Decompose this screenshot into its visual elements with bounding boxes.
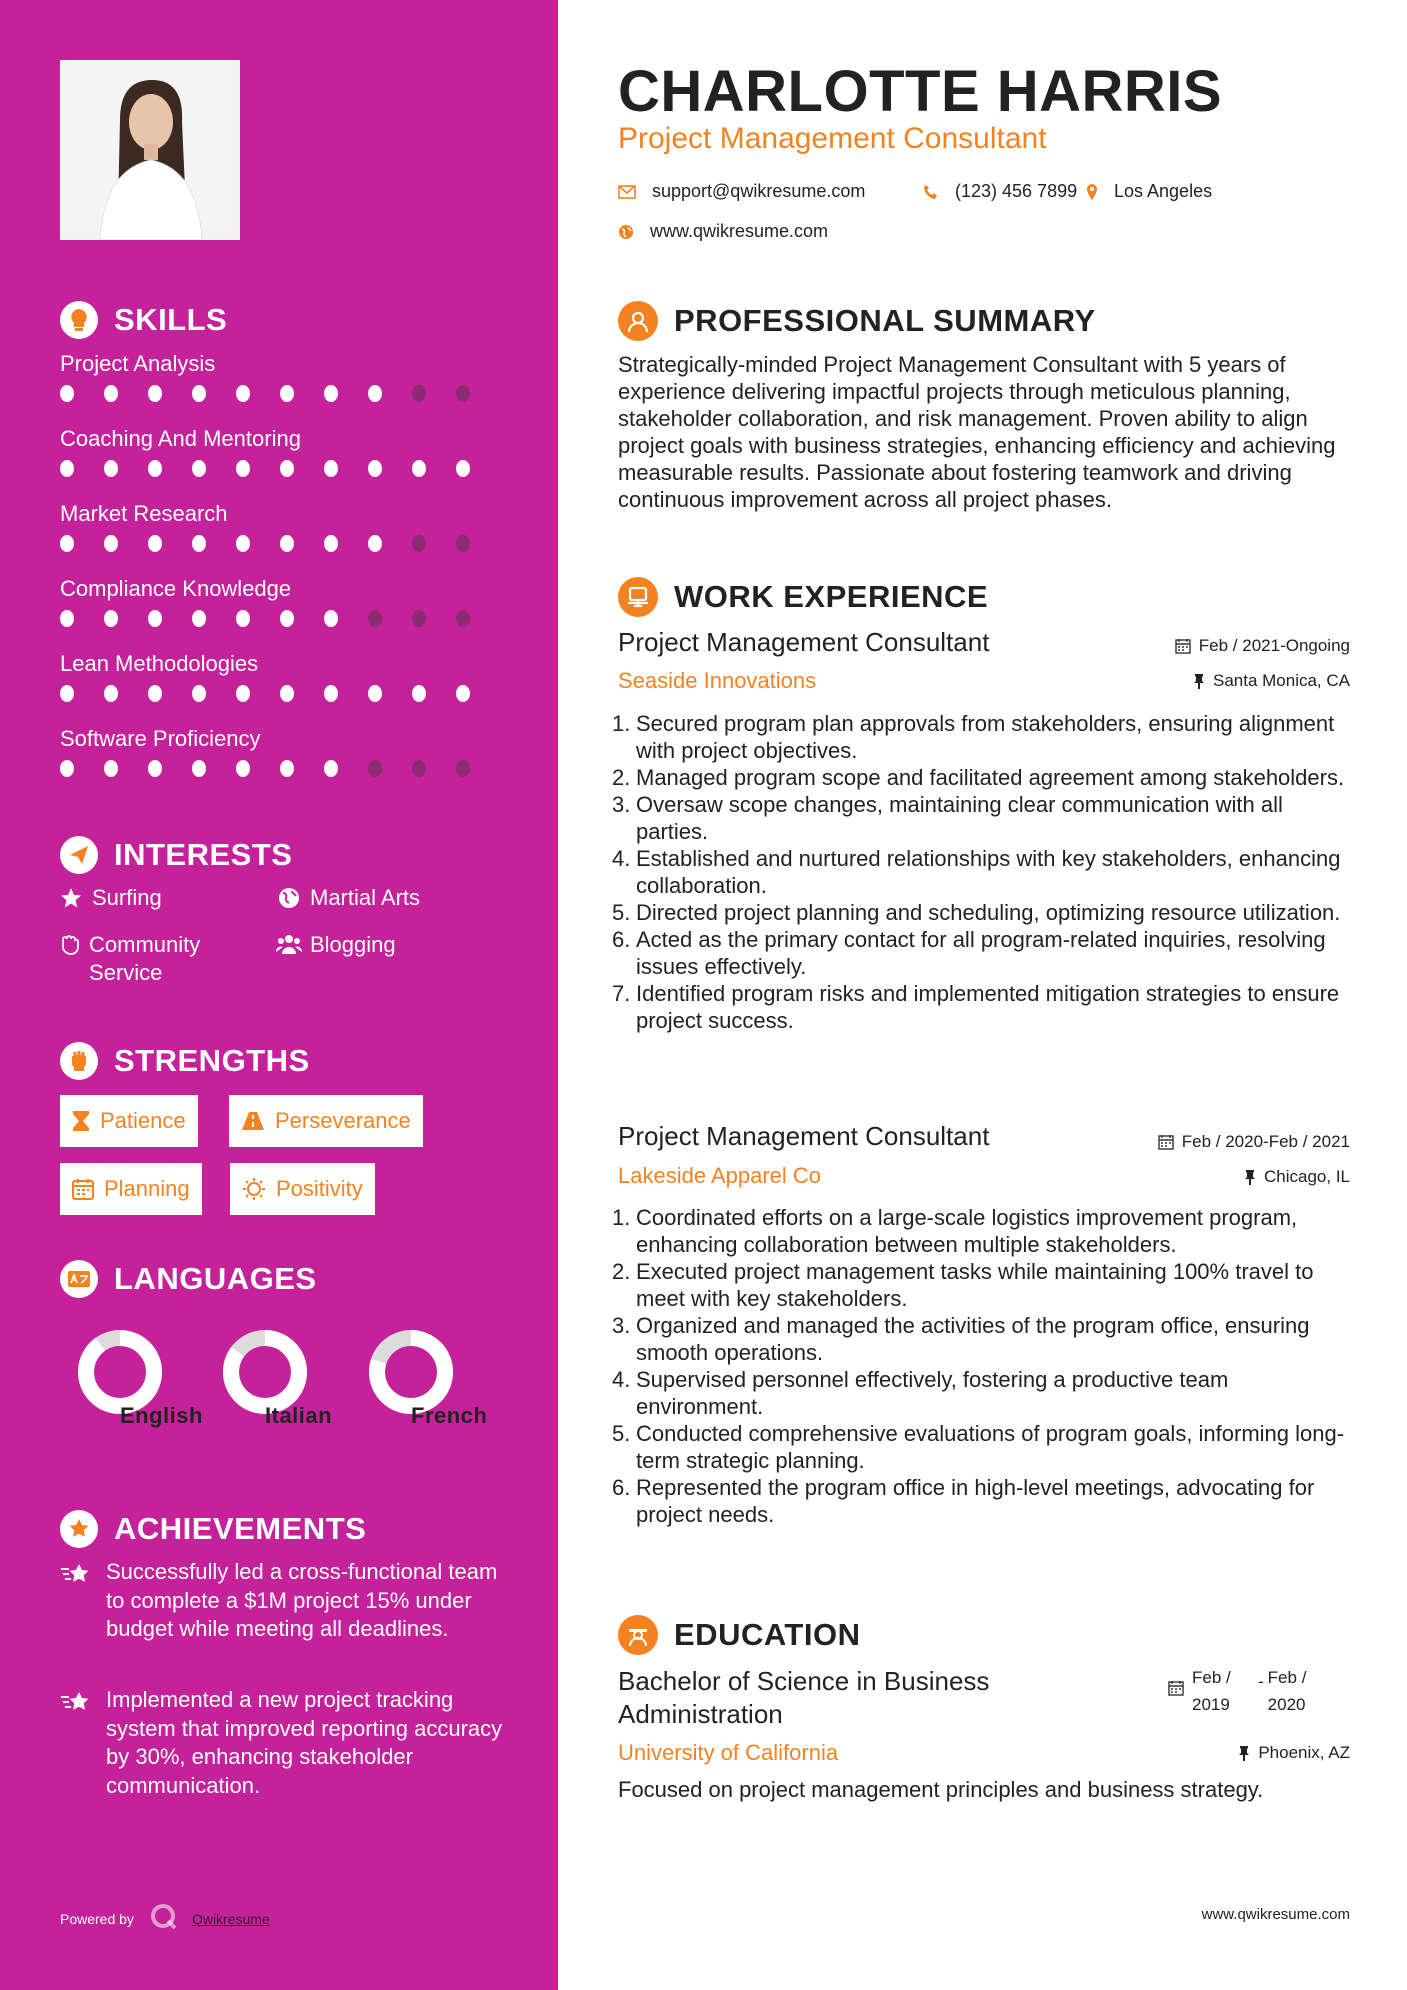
strength-badge [60,1163,202,1215]
hourglass-icon [72,1110,90,1132]
summary-text: Strategically-minded Project Management Consultant with 5 years of experience delivering impactful projects through meticulous planning, stakeholder collaboration, and risk management. Proven ability to align project goals with business strategies, enhancing efficiency and achieving measurable results. Passionate about fostering teamwork and driving continuous improvement across all project phases. [618,352,1336,512]
skill-dot-filled [236,535,250,552]
interest-label: Surfing [92,885,162,910]
trophy-star-icon [60,1510,98,1548]
interest-label: Community Service [89,932,201,985]
skill-dot-filled [456,460,470,477]
education-date-end: Feb / 2020 [1267,1668,1307,1714]
skill-name: Software Proficiency [60,726,261,751]
job-location [1193,671,1350,691]
skill-dot-filled [148,760,162,777]
skill-item [60,426,500,477]
language-item [205,1327,333,1428]
job-company: Seaside Innovations [618,668,817,693]
pushpin-icon [1238,1745,1250,1761]
interest-label: Martial Arts [310,885,421,910]
skill-dot-empty [456,610,470,627]
job-bullet [612,1474,1357,1528]
skill-dot-filled [148,460,162,477]
skill-name: Coaching And Mentoring [60,426,301,451]
sun-icon [242,1177,266,1201]
language-name: Italian [265,1403,333,1428]
skill-dot-empty [412,535,426,552]
job-bullet [612,710,1357,764]
skill-dot-filled [236,385,250,402]
interest-item [276,884,420,912]
skill-dot-filled [192,760,206,777]
skill-dot-filled [60,685,74,702]
language-icon [60,1260,98,1298]
strength-label: Perseverance [275,1108,411,1133]
skill-item [60,501,500,552]
skill-dot-filled [104,385,118,402]
achievement-text: Successfully led a cross-functional team to complete a $1M project 15% under budget while meeting all deadlines. [106,1559,498,1641]
skill-dot-filled [324,760,338,777]
job-bullet [612,1204,1357,1258]
users-icon [276,931,302,956]
skill-dot-filled [104,610,118,627]
job-dates [1175,636,1350,656]
skill-dot-filled [192,460,206,477]
skill-dot-filled [324,610,338,627]
skill-dot-filled [148,535,162,552]
education-description: Focused on project management principles and business strategy. [618,1777,1264,1802]
interest-item [58,931,258,987]
skill-dot-filled [412,685,426,702]
phone-icon [923,184,939,200]
education-heading [618,1615,860,1655]
skill-dot-filled [324,535,338,552]
bullet-number: 5. [612,1421,631,1446]
skill-dot-empty [412,385,426,402]
education-date-separator: - [1258,1672,1264,1691]
candidate-name: CHARLOTTE HARRIS [618,59,1223,124]
profile-photo [60,60,240,240]
skill-dot-filled [280,535,294,552]
skill-name: Market Research [60,501,228,526]
language-item [351,1327,488,1428]
skill-rating [60,685,500,702]
skill-rating [60,760,500,777]
briefcase-icon [618,577,658,617]
skill-dot-filled [236,685,250,702]
achievements-heading [60,1510,366,1548]
skill-dot-filled [104,460,118,477]
bullet-text: Oversaw scope changes, maintaining clear communication with all parties. [636,792,1283,844]
skill-dot-filled [104,760,118,777]
main-content [558,0,1407,1990]
skill-dot-filled [368,460,382,477]
contact-phone[interactable] [923,181,1077,202]
job-bullet [612,1258,1357,1312]
bullet-text: Supervised personnel effectively, fostering a productive team environment. [636,1367,1229,1419]
contact-website[interactable] [618,221,828,242]
skill-name: Lean Methodologies [60,651,259,676]
job-location-text: Chicago, IL [1264,1167,1350,1186]
achievement-text: Implemented a new project tracking system that improved reporting accuracy by 30%, enhancing stakeholder communication. [106,1687,503,1798]
education-location-text: Phoenix, AZ [1258,1743,1350,1762]
skill-dot-filled [60,610,74,627]
skill-name: Project Analysis [60,351,216,376]
achievement-item [60,1558,510,1644]
skill-dot-filled [192,685,206,702]
graduate-icon [618,1615,658,1655]
skill-dot-filled [236,460,250,477]
skill-dot-filled [236,610,250,627]
phone-text: (123) 456 7899 [955,181,1078,201]
education-location [1238,1743,1350,1763]
skill-dot-filled [368,535,382,552]
skill-name: Compliance Knowledge [60,576,292,601]
bullet-number: 3. [612,1313,631,1338]
skill-dot-filled [60,460,74,477]
job-bullet [612,1366,1357,1420]
job-bullets [612,1204,1357,1528]
job-location-text: Santa Monica, CA [1212,671,1350,690]
contact-email[interactable] [618,181,865,202]
skill-dot-filled [280,460,294,477]
skill-item [60,726,500,777]
job-bullet [612,899,1357,926]
bullet-number: 4. [612,1367,631,1392]
bullet-text: Established and nurtured relationships with key stakeholders, enhancing collaboration. [636,846,1341,898]
powered-by-label: Powered by [60,1910,134,1927]
job-location [1244,1167,1350,1187]
job-bullet [612,1420,1357,1474]
skill-dot-filled [324,460,338,477]
skill-dot-empty [368,760,382,777]
bullet-number: 2. [612,1259,631,1284]
language-item [60,1327,203,1428]
education-date-start: Feb / 2019 [1192,1668,1231,1714]
qwikresume-link[interactable]: Qwikresume [191,1910,270,1927]
language-donut-fill [86,1338,154,1406]
bullet-text: Coordinated efforts on a large-scale logistics improvement program, enhancing collaboration between multiple stakeholders. [636,1205,1298,1257]
footer-url[interactable]: www.qwikresume.com [1201,1906,1350,1923]
job-bullet [612,926,1357,980]
email-text: support@qwikresume.com [652,181,866,201]
shooting-star-icon [60,1558,92,1644]
interest-label: Blogging [310,932,396,957]
education-degree: Bachelor of Science in Business Administration [618,1666,990,1729]
achievements-title: ACHIEVEMENTS [114,1511,367,1546]
candidate-role: Project Management Consultant [618,122,1047,155]
languages-title: LANGUAGES [114,1261,317,1296]
bullet-text: Managed program scope and facilitated agreement among stakeholders. [636,765,1345,790]
skill-rating [60,610,500,627]
skill-item [60,576,500,627]
bullet-number: 1. [612,711,631,736]
interest-item [58,884,162,912]
bullet-number: 1. [612,1205,631,1230]
skill-dot-filled [192,535,206,552]
envelope-icon [618,185,636,199]
job-bullet [612,845,1357,899]
bullet-text: Directed project planning and scheduling, optimizing resource utilization. [636,900,1341,925]
bullet-number: 7. [612,981,631,1006]
globe-icon [276,884,302,909]
skill-dot-filled [104,685,118,702]
skill-dot-filled [324,385,338,402]
language-name: French [411,1403,488,1428]
globe-icon [618,224,634,240]
bullet-number: 5. [612,900,631,925]
calendar-icon [1175,638,1191,654]
job-title: Project Management Consultant [618,1121,990,1151]
skills-title: SKILLS [114,302,228,337]
skill-dot-filled [192,610,206,627]
summary-heading [618,301,1096,341]
map-pin-icon [1086,183,1098,201]
skill-rating [60,385,500,402]
job-bullets [612,710,1357,1034]
job-title: Project Management Consultant [618,627,990,657]
skill-dot-filled [280,760,294,777]
job-dates [1158,1132,1350,1152]
road-icon [241,1111,265,1131]
bullet-text: Represented the program office in high-level meetings, advocating for project needs. [636,1475,1315,1527]
bullet-text: Conducted comprehensive evaluations of program goals, informing long-term strategic planning. [636,1421,1345,1473]
website-text: www.qwikresume.com [650,221,829,241]
bullet-number: 2. [612,765,631,790]
contact-location [1086,181,1212,202]
language-name: English [120,1403,203,1428]
qwikresume-logo-icon [150,1903,178,1934]
skills-heading [60,301,227,339]
skill-dot-filled [104,535,118,552]
job-bullet [612,1312,1357,1366]
hand-icon [58,931,81,956]
job-bullet [612,764,1357,791]
bullet-number: 6. [612,1475,631,1500]
skill-dot-filled [280,385,294,402]
skill-dot-filled [60,535,74,552]
strength-label: Positivity [276,1176,363,1201]
skill-dot-filled [280,685,294,702]
calendar-icon [72,1178,94,1200]
calendar-icon [1158,1134,1174,1150]
skill-dot-empty [412,610,426,627]
skill-dot-filled [192,385,206,402]
star-icon [58,884,84,909]
bullet-text: Executed project management tasks while maintaining 100% travel to meet with key stakeholders. [636,1259,1314,1311]
skill-dot-filled [368,685,382,702]
skill-dot-filled [280,610,294,627]
job-bullet [612,980,1357,1034]
skill-dot-filled [148,610,162,627]
education-title: EDUCATION [674,1617,861,1652]
job-company: Lakeside Apparel Co [618,1163,822,1188]
job-bullet [612,791,1357,845]
skill-dot-filled [60,385,74,402]
bullet-number: 4. [612,846,631,871]
strength-label: Planning [104,1176,190,1201]
education-dates [1168,1664,1322,1718]
skill-dot-filled [60,760,74,777]
bullet-number: 3. [612,792,631,817]
location-text: Los Angeles [1114,181,1213,201]
interests-title: INTERESTS [114,837,293,872]
skill-dot-empty [456,760,470,777]
skill-dot-filled [324,685,338,702]
fist-icon [60,1042,98,1080]
experience-title: WORK EXPERIENCE [674,579,989,614]
skill-dot-filled [456,685,470,702]
powered-by [60,1903,270,1934]
skill-rating [60,535,500,552]
achievement-item [60,1686,510,1800]
pushpin-icon [1244,1169,1256,1185]
skill-dot-empty [456,385,470,402]
strength-label: Patience [100,1108,186,1133]
calendar-icon [1168,1664,1184,1718]
strengths-title: STRENGTHS [114,1043,310,1078]
lightbulb-icon [60,301,98,339]
skill-rating [60,460,500,477]
summary-title: PROFESSIONAL SUMMARY [674,303,1096,338]
skill-dot-empty [368,610,382,627]
skill-dot-filled [412,460,426,477]
strength-badge [60,1095,198,1147]
shooting-star-icon [60,1686,92,1800]
education-school: University of California [618,1740,839,1765]
skill-item [60,651,500,702]
experience-heading [618,577,988,617]
job-dates-text: Feb / 2020-Feb / 2021 [1181,1132,1350,1151]
skill-dot-filled [236,760,250,777]
bullet-number: 6. [612,927,631,952]
bullet-text: Organized and managed the activities of the program office, ensuring smooth operations. [636,1313,1310,1365]
strength-badge [229,1095,423,1147]
skill-item [60,351,500,402]
bullet-text: Secured program plan approvals from stakeholders, ensuring alignment with project objectives. [636,711,1335,763]
interest-item [276,931,396,959]
bullet-text: Acted as the primary contact for all program-related inquiries, resolving issues effectively. [636,927,1326,979]
user-icon [618,301,658,341]
skill-dot-empty [412,760,426,777]
skill-dot-empty [456,535,470,552]
bullet-text: Identified program risks and implemented mitigation strategies to ensure project success. [636,981,1340,1033]
sidebar [0,0,558,1990]
skill-dot-filled [368,385,382,402]
pushpin-icon [1193,673,1205,689]
job-dates-text: Feb / 2021-Ongoing [1198,636,1350,655]
interests-heading [60,836,292,874]
strengths-heading [60,1042,310,1080]
languages-heading [60,1260,317,1298]
strength-badge [230,1163,375,1215]
skill-dot-filled [148,385,162,402]
paper-plane-icon [60,836,98,874]
skill-dot-filled [148,685,162,702]
